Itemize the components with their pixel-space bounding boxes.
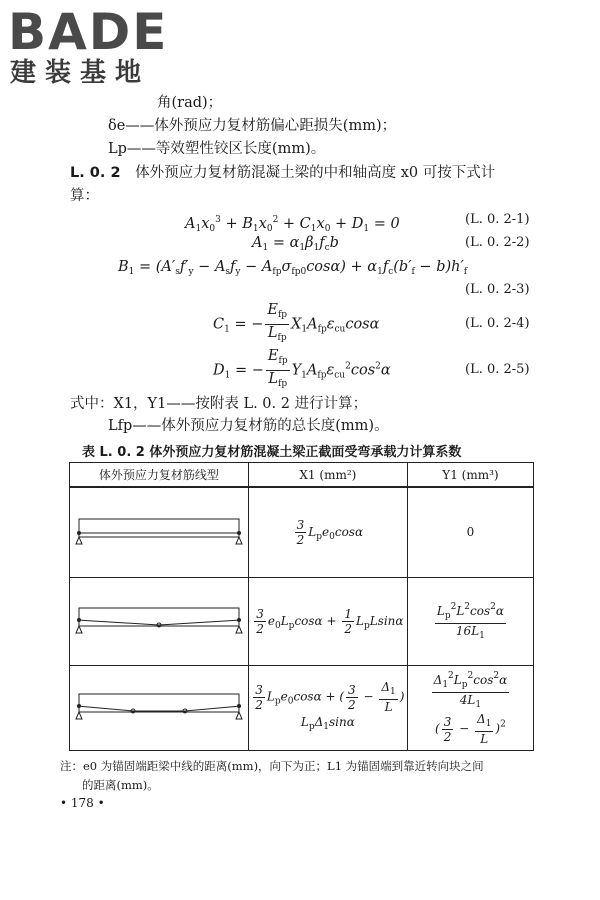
equation-5: $D_1$ = − $\frac{E_{fp}}{L_{fp}}$ $Y_1A_{fp}\varepsilon_{cu}^2\cos^2\alpha$ — [213, 348, 391, 389]
logo-chinese: 建装基地 — [10, 58, 151, 88]
equation-3-label: (L. 0. 2-3) — [465, 282, 530, 297]
table-note-line-1: 注：e0 为锚固端距梁中线的距离(mm)，向下为正；L1 为锚固端到靠近转向块之间 — [60, 759, 484, 773]
section-text-continued: 算： — [70, 188, 99, 204]
equation-4-label: (L. 0. 2-4) — [465, 316, 530, 331]
lp-definition: Lp——等效塑性铰区长度(mm)。 — [108, 141, 326, 157]
x1-double-deviator: $\frac{3}{2}$ $L_pe_0\cos\alpha$ + ( $\frac{3}{2}$ − $\frac{\Delta_1}{L}$ ) $L_p\Delta_1\sin\alpha$ — [248, 665, 407, 750]
beam-straight-icon — [73, 511, 245, 551]
coefficient-table — [69, 462, 534, 751]
table-title: 表 L. 0. 2 体外预应力复材筋混凝土梁正截面受弯承载力计算系数 — [82, 445, 462, 460]
single-deviator-diagram — [70, 577, 249, 665]
lfp-definition: Lfp——体外预应力复材筋的总长度(mm)。 — [108, 418, 389, 434]
equation-3: $B_1 = (A'_sf'_y - A_sf_y - A_{fp}\sigma_{fp0}\cos\alpha) + \alpha_1f_c(b'_f - b)h'_f$ — [118, 259, 468, 277]
header-y1: Y1 (mm³) — [407, 463, 533, 488]
table-row — [70, 487, 534, 577]
delta-e-definition: δe——体外预应力复材筋偏心距损失(mm)； — [108, 118, 397, 134]
equation-4: $C_1$ = − $\frac{E_{fp}}{L_{fp}}$ $X_1A_{fp}\varepsilon_{cu}\cos\alpha$ — [213, 302, 380, 343]
beam-double-deviator-icon — [73, 686, 245, 726]
header-x1: X1 (mm²) — [248, 463, 407, 488]
equation-1: $A_1x_0^3 + B_1x_0^2 + C_1x_0 + D_1 = 0$ — [185, 215, 400, 234]
section-number: L. 0. 2 — [70, 165, 121, 181]
table-row — [70, 665, 534, 750]
table-row — [70, 577, 534, 665]
equation-2: $A_1 = \alpha_1\beta_1f_cb$ — [252, 235, 339, 253]
header-tendon-profile: 体外预应力复材筋线型 — [70, 463, 249, 488]
section-paragraph — [70, 163, 495, 183]
x1-single-deviator: $\frac{3}{2}$ $e_0L_p\cos\alpha$ + $\frac{1}{2}$ $L_pLsin\alpha$ — [248, 577, 407, 665]
section-text: 体外预应力复材筋混凝土梁的中和轴高度 x0 可按下式计 — [135, 165, 496, 181]
double-deviator-diagram — [70, 665, 249, 750]
beam-single-deviator-icon — [73, 600, 245, 640]
equation-1-label: (L. 0. 2-1) — [465, 212, 530, 227]
y1-double-deviator: $\frac{\Delta_1^2L_p^2\cos^2\alpha}{4L_1}$ ( $\frac{3}{2}$ − $\frac{\Delta_1}{L}$ )$^2$ — [407, 665, 533, 750]
y1-single-deviator: $\frac{L_p^2L^2\cos^2\alpha}{16L_1}$ — [407, 577, 533, 665]
straight-tendon-diagram — [70, 487, 249, 577]
x1-straight: $\frac{3}{2}$ $L_pe_0\cos\alpha$ — [248, 487, 407, 577]
equation-5-label: (L. 0. 2-5) — [465, 362, 530, 377]
page-number: • 178 • — [60, 796, 105, 810]
y1-straight: 0 — [407, 487, 533, 577]
table-note-line-2: 的距离(mm)。 — [82, 778, 159, 792]
xy-definition: 式中：X1，Y1——按附表 L. 0. 2 进行计算； — [70, 396, 368, 412]
angle-unit-line: 角(rad)； — [157, 95, 223, 111]
logo-word: BADE — [8, 3, 169, 61]
logo — [8, 3, 178, 88]
equation-2-label: (L. 0. 2-2) — [465, 235, 530, 250]
